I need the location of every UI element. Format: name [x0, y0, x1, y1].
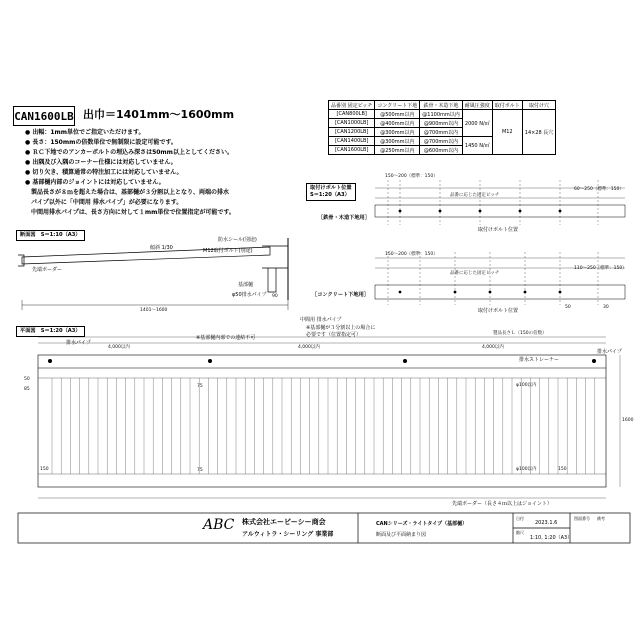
plan-title: 平面図 S＝1:20（A3）: [16, 326, 85, 337]
pipe-label: φ50排水パイプ: [232, 292, 267, 298]
note-line: ● ＲＣ下地でのアンカーボルトの埋込み深さは50mm以上としてください。: [25, 149, 233, 156]
drain-right-label: 排水パイプ: [597, 349, 622, 355]
product-length: 製品長さＬ（150の倍数）: [493, 331, 547, 336]
length-b: 4,000以内: [298, 345, 320, 350]
spec-concrete: @500mm以内: [375, 110, 420, 119]
spec-steel: @700mm以内: [420, 128, 462, 137]
date-label: 日付: [516, 516, 524, 521]
steel-gutter-strip: [375, 205, 625, 217]
spec-concrete: @300mm以内: [375, 137, 420, 146]
note-line: ● 出隅及び入隅のコーナー仕様には対応していません。: [25, 159, 177, 166]
bolt-marker: [559, 291, 562, 294]
spec-hole: 14×28 長穴: [522, 110, 556, 155]
drain-pipe-marker: [208, 359, 212, 363]
drain-pipe-marker: [592, 359, 596, 363]
bolt-pos-title: 取付けボルト位置 S＝1:20（A3）: [306, 183, 356, 201]
dim-30: 30: [603, 305, 609, 310]
company-name: 株式会社エービーシー商会: [242, 518, 326, 526]
note-line: ● 切り欠き、積算通常の特注加工には対応していません。: [25, 169, 183, 176]
spec-wind: 2000 N/㎡: [462, 110, 492, 137]
concrete-bolt-markers: [399, 291, 562, 294]
spec-wind: 1450 N/㎡: [462, 137, 492, 155]
drain-pipe-marker: [48, 359, 52, 363]
bolt-marker: [524, 291, 527, 294]
length-c: 4,000以内: [482, 345, 504, 350]
section-title: 断面図 S＝1:10（A3）: [16, 230, 85, 241]
spec-concrete: @400mm以内: [375, 119, 420, 128]
dim-right-a: 60～250（標準：150）: [574, 187, 624, 192]
bolt-position-label-b: 取付けボルト位置: [478, 308, 519, 314]
bolt-marker: [454, 291, 457, 294]
spec-steel: @600mm以内: [420, 146, 462, 155]
steel-label: ［鉄骨・木造下地用］: [318, 215, 370, 221]
dim-right-b: 110～250（標準：150）: [574, 266, 627, 271]
mid-pipe-label: 中間用 排水パイプ: [300, 317, 342, 323]
dim-150-a: 150: [40, 467, 49, 472]
note-line: 製品長さが８ｍを超えた場合は、基部樋が３分割以上となり、両端の排水: [25, 189, 230, 196]
gutter-label: 基部樋: [238, 282, 254, 288]
drain-pipe-marker: [403, 359, 407, 363]
spec-header: 鉄骨・木造下地: [420, 101, 462, 110]
scale-value: 1:10, 1:20（A3）: [530, 535, 573, 541]
no-connect-note: ※基部樋内部での連結不可: [196, 335, 256, 341]
size-range-title: 出巾＝1401mm～1600mm: [83, 108, 235, 121]
bolt-marker: [559, 210, 562, 213]
plan-border-note: 先端ボーダー（長さ４ｍ以上はジョイント）: [452, 501, 552, 507]
section-width-dim: 1401～1600: [140, 308, 168, 313]
drain-left-label: 排水パイプ: [66, 340, 91, 346]
bolt-marker: [439, 210, 442, 213]
bolt-marker: [399, 291, 402, 294]
drawing-number-label: 図面番号: [574, 516, 590, 521]
spec-model: [CAN800LB]: [329, 110, 375, 119]
seal-label: 防水シール(別途): [218, 237, 257, 243]
dim-pitch-a: 品番に応じた固定ピッチ: [450, 193, 500, 198]
spec-steel: @900mm以内: [420, 119, 462, 128]
dim-1600: 1600: [622, 418, 634, 423]
bolt-marker: [479, 210, 482, 213]
spec-header: 品番別 固定ピッチ: [329, 101, 375, 110]
drain-pipe: [268, 268, 276, 292]
spec-model: [CAN1200LB]: [329, 128, 375, 137]
bolt-marker: [489, 291, 492, 294]
spec-bolt: M12: [492, 110, 522, 155]
spec-header: 取付ボルト: [492, 101, 522, 110]
spec-header: 取付け穴: [522, 101, 556, 110]
spec-model: [CAN1400LB]: [329, 137, 375, 146]
dim-50: 50: [565, 305, 571, 310]
note-line: ● 長さ：150mmの倍数単位で無制限に設定可能です。: [25, 139, 177, 146]
dim-top-a: 150～200（標準：150）: [385, 174, 438, 179]
bolt-marker: [519, 210, 522, 213]
dim-pitch-b: 品番に応じた固定ピッチ: [450, 271, 500, 276]
section-dim-90: 90: [272, 294, 278, 299]
steel-bolt-markers: [399, 210, 562, 213]
spec-steel: @1100mm以内: [420, 110, 462, 119]
strainer-label: 排水ストレーナー: [519, 357, 560, 363]
plan-drains: [48, 359, 596, 363]
spec-model: [CAN1600LB]: [329, 146, 375, 155]
base-gutter: [262, 246, 288, 268]
dim-75-b: 75: [197, 468, 203, 473]
note-line: 中間用排水パイプは、長さ方向に対して１mm単位で位置指定が可能です。: [25, 209, 235, 216]
scale-label: 縮尺: [516, 530, 524, 535]
concrete-label: ［コンクリート下地用］: [312, 292, 369, 298]
bolt-marker: [399, 210, 402, 213]
slope-label: 傾斜 1/30: [150, 245, 173, 251]
spec-concrete: @250mm以内: [375, 146, 420, 155]
company-dept: アルウィトラ・シーリング 事業部: [242, 531, 334, 538]
spec-concrete: @300mm以内: [375, 128, 420, 137]
dim-50-plan: 50: [24, 377, 30, 382]
model-title: CAN1600LB: [13, 106, 75, 126]
dim-top-b: 150～200（標準：150）: [385, 252, 438, 257]
dim-150-b: 150: [558, 467, 567, 472]
drawing-name: 断面及び平面納まり図: [376, 532, 427, 538]
note-line: ● 基部樋内部のジョイントには対応していません。: [25, 179, 165, 186]
bolt-concrete-view: [375, 252, 625, 305]
remarks-label: 備考: [597, 516, 605, 521]
dim-75-a: 75: [197, 384, 203, 389]
note-line: ● 出幅：1mm単位でご指定いただけます。: [25, 129, 145, 136]
dim-85-plan: 85: [24, 387, 30, 392]
concrete-gutter-strip: [375, 285, 625, 299]
length-a: 4,000以内: [108, 345, 130, 350]
bolt-note-label: M12取付ボルト(別途): [203, 248, 253, 254]
d100-a: φ100以内: [516, 383, 537, 388]
d100-b: φ100以内: [516, 467, 537, 472]
note-line: パイプ以外に「中間用 排水パイプ」が必要になります。: [25, 199, 183, 206]
spec-header: 耐風圧強度: [462, 101, 492, 110]
date-value: 2023.1.6: [535, 520, 558, 526]
spec-model: [CAN1000LB]: [329, 119, 375, 128]
bolt-position-label-a: 取付けボルト位置: [478, 227, 519, 233]
mid-pipe-note: ※基部樋が３分割以上の場合に 必要です（位置指定可）: [306, 325, 376, 338]
product-series: CANシリーズ・ライトタイプ（基部樋）: [376, 521, 468, 527]
company-logo: ABC: [203, 517, 235, 533]
spec-steel: @700mm以内: [420, 137, 462, 146]
spec-header: コンクリート下地: [375, 101, 420, 110]
plan-ribs: [52, 378, 595, 474]
border-label: 先端ボーダー: [32, 267, 63, 273]
